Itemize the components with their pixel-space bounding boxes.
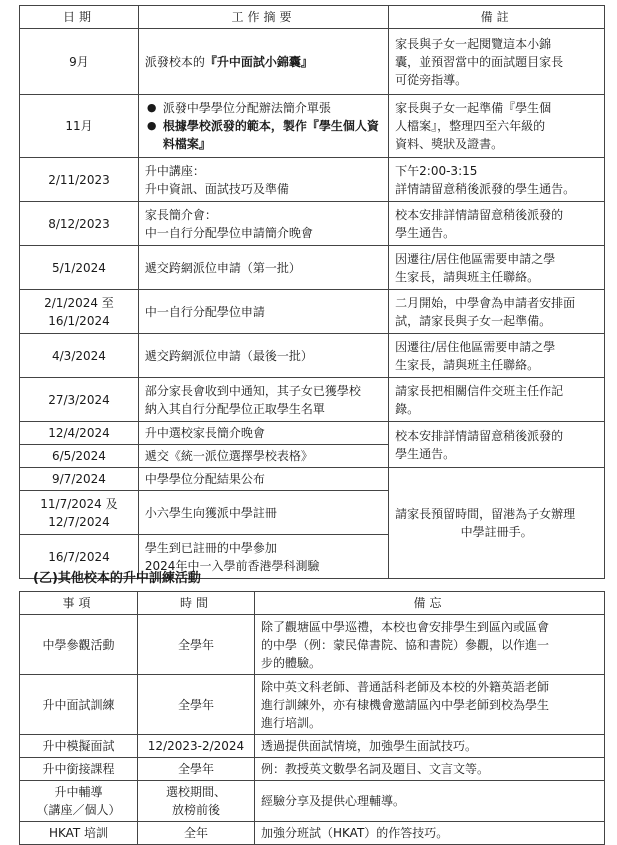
table-row	[20, 158, 605, 202]
summary-line: 納入其自行分配學位正取學生名單	[144, 401, 325, 416]
header-summary: 工作摘要	[138, 6, 388, 29]
table-row	[20, 675, 605, 735]
summary-cell	[138, 95, 388, 158]
header-memo: 備忘	[255, 592, 605, 615]
header-date: 日期	[20, 6, 139, 29]
table-row	[20, 246, 605, 290]
date-cell	[20, 468, 139, 491]
table-row	[20, 735, 605, 758]
date-text: 16/1/2024	[48, 313, 110, 328]
note-line: 學生通告。	[395, 446, 456, 461]
note-cell	[389, 246, 605, 290]
note-cell	[389, 334, 605, 378]
note-line: 校本安排詳情請留意稍後派發的	[395, 207, 564, 222]
date-cell	[20, 202, 139, 246]
summary-cell	[138, 422, 388, 445]
summary-cell	[138, 158, 388, 202]
summary-cell	[138, 334, 388, 378]
item-cell	[20, 735, 138, 758]
note-cell	[389, 468, 605, 579]
date-text: 6/5/2024	[52, 449, 106, 463]
date-text: 16/7/2024	[48, 549, 110, 564]
date-cell	[20, 290, 139, 334]
time-cell	[138, 781, 255, 822]
memo-line: 的中學（例：蒙民偉書院、協和書院）參觀，以作進一	[261, 637, 550, 652]
note-line: 校本安排詳情請留意稍後派發的	[395, 428, 564, 443]
item-text: 升中輔導	[54, 785, 103, 799]
table-row	[20, 29, 605, 95]
memo-line: 進行培訓。	[261, 715, 322, 730]
memo-line: 步的體驗。	[261, 655, 322, 670]
summary-line: 遞交《統一派位選擇學校表格》	[144, 449, 313, 463]
note-line: 家長與子女一起準備『學生個	[395, 101, 552, 115]
note-line: 生家長，請與班主任聯絡。	[395, 269, 540, 284]
summary-cell	[138, 29, 388, 95]
note-cell	[389, 422, 605, 468]
summary-line: 升中選校家長簡介晚會	[144, 426, 265, 440]
date-text: 12/4/2024	[48, 426, 110, 440]
summary-line: 升中講座：	[144, 163, 205, 178]
summary-text: 派發校本的	[144, 54, 205, 69]
item-text: HKAT 培訓	[48, 826, 109, 840]
note-line: 家長與子女一起閱覽這本小錦	[395, 36, 552, 51]
memo-line: 除中英文科老師、普通話科老師及本校的外籍英語老師	[261, 679, 550, 694]
date-text: 5/1/2024	[52, 260, 106, 275]
note-line: 因遷往/居住他區需要申請之學	[395, 251, 556, 266]
summary-line: 小六學生向獲派中學註冊	[144, 505, 277, 520]
note-line: 因遷往/居住他區需要申請之學	[395, 339, 556, 354]
item-cell	[20, 675, 138, 735]
date-text: 11/7/2024 及	[40, 496, 118, 511]
summary-line: 遞交跨網派位申請（第一批）	[144, 260, 301, 275]
header-item: 事項	[20, 592, 138, 615]
table-row	[20, 95, 605, 158]
table-row	[20, 334, 605, 378]
note-cell	[389, 95, 605, 158]
memo-cell	[255, 781, 605, 822]
header-note: 備註	[389, 6, 605, 29]
summary-cell	[138, 468, 388, 491]
summary-bullet	[145, 99, 382, 117]
date-text: 11月	[65, 119, 93, 133]
memo-cell	[255, 758, 605, 781]
training-header-row	[20, 592, 605, 615]
summary-cell	[138, 491, 388, 535]
schedule-table	[19, 5, 605, 579]
time-text: 全年	[183, 826, 208, 840]
item-text: 中學參觀活動	[42, 637, 115, 652]
date-cell	[20, 378, 139, 422]
summary-cell	[138, 290, 388, 334]
time-text: 全學年	[177, 637, 214, 652]
date-text: 9月	[69, 54, 89, 69]
summary-line: 中一自行分配學位申請	[144, 304, 265, 319]
time-text: 12/2023-2/2024	[147, 739, 245, 753]
note-line: 學生通告。	[395, 225, 456, 240]
schedule-header-row	[20, 6, 605, 29]
note-line: 二月開始，中學會為申請者安排面	[395, 295, 576, 310]
summary-line: 遞交跨網派位申請（最後一批）	[144, 348, 313, 363]
time-cell	[138, 615, 255, 675]
date-cell	[20, 95, 139, 158]
time-text: 全學年	[177, 762, 214, 776]
item-cell	[20, 615, 138, 675]
item-cell	[20, 758, 138, 781]
date-cell	[20, 334, 139, 378]
table-row	[20, 378, 605, 422]
note-line: 生家長，請與班主任聯絡。	[395, 357, 540, 372]
note-line: 試，請家長與子女一起準備。	[395, 313, 552, 328]
summary-cell	[138, 202, 388, 246]
summary-cell	[138, 246, 388, 290]
date-text: 12/7/2024	[48, 514, 110, 529]
summary-line: 部分家長會收到中通知，其子女已獲學校	[144, 383, 361, 398]
summary-cell	[138, 445, 388, 468]
summary-line: 學生到已註冊的中學參加	[144, 540, 277, 555]
date-text: 9/7/2024	[52, 472, 106, 486]
summary-line: 中一自行分配學位申請簡介晚會	[144, 225, 313, 240]
note-cell	[389, 378, 605, 422]
table-row	[20, 422, 605, 445]
note-line: 請家長把相關信件交班主任作記	[395, 383, 564, 398]
item-text: （講座／個人）	[36, 803, 121, 817]
note-line: 囊，並預習當中的面試題目家長	[395, 54, 564, 69]
memo-cell	[255, 822, 605, 845]
date-cell	[20, 246, 139, 290]
date-text: 8/12/2023	[48, 216, 110, 231]
date-cell	[20, 491, 139, 535]
table-row	[20, 468, 605, 491]
date-text: 2/1/2024 至	[44, 295, 114, 310]
memo-cell	[255, 615, 605, 675]
date-cell	[20, 158, 139, 202]
memo-cell	[255, 675, 605, 735]
memo-line: 例：教授英文數學名詞及題目、文言文等。	[261, 762, 490, 776]
note-line: 中學註冊手。	[460, 525, 533, 539]
memo-line: 經驗分享及提供心理輔導。	[261, 794, 406, 808]
table-row	[20, 781, 605, 822]
note-line: 請家長預留時間，留港為子女辦理	[395, 507, 576, 521]
summary-cell	[138, 378, 388, 422]
table-row	[20, 290, 605, 334]
date-text: 2/11/2023	[48, 172, 110, 187]
time-cell	[138, 675, 255, 735]
memo-cell	[255, 735, 605, 758]
date-cell	[20, 422, 139, 445]
item-text: 升中模擬面試	[42, 739, 115, 753]
summary-bold-text: 『升中面試小錦囊』	[204, 54, 313, 69]
note-line: 可從旁指導。	[395, 72, 468, 87]
table-row	[20, 822, 605, 845]
note-cell	[389, 29, 605, 95]
date-cell	[20, 445, 139, 468]
summary-line: 2024年中一入學前香港學科測驗	[144, 558, 320, 573]
summary-line: 升中資訊、面試技巧及準備	[144, 181, 289, 196]
note-line: 錄。	[395, 401, 420, 416]
section-heading: (乙)其他校本的升中訓練活動	[33, 571, 201, 586]
summary-bullet	[145, 117, 382, 153]
time-text: 全學年	[177, 697, 214, 712]
note-line: 人檔案』，整理四至六年級的	[395, 119, 546, 133]
memo-line: 進行訓練外，亦有棣機會邀請區內中學老師到校為學生	[261, 697, 550, 712]
summary-bullet-list	[145, 99, 382, 153]
date-text: 27/3/2024	[48, 392, 110, 407]
item-cell	[20, 781, 138, 822]
item-cell	[20, 822, 138, 845]
header-time: 時間	[138, 592, 255, 615]
memo-line: 除了觀塘區中學巡禮，本校也會安排學生到區內或區會	[261, 619, 550, 634]
note-line: 下午2:00-3:15	[395, 163, 478, 178]
time-cell	[138, 735, 255, 758]
time-text: 選校期間、	[165, 785, 226, 799]
table-row	[20, 758, 605, 781]
bullet-text: 根據學校派發的範本，製作『學生個人資料檔案』	[162, 119, 379, 151]
item-text: 升中面試訓練	[42, 697, 115, 712]
note-line: 詳情請留意稍後派發的學生通告。	[395, 181, 576, 196]
memo-line: 透過提供面試情境，加強學生面試技巧。	[261, 739, 478, 753]
note-cell	[389, 158, 605, 202]
table-row	[20, 615, 605, 675]
note-cell	[389, 202, 605, 246]
training-activities-table	[19, 591, 605, 845]
bullet-text: 派發中學學位分配辦法簡介單張	[162, 101, 331, 115]
table-row	[20, 202, 605, 246]
time-text: 放榜前後	[171, 803, 220, 817]
time-cell	[138, 822, 255, 845]
date-cell	[20, 29, 139, 95]
item-text: 升中銜接課程	[42, 762, 115, 776]
summary-line: 家長簡介會：	[144, 207, 217, 222]
date-text: 4/3/2024	[52, 348, 106, 363]
note-cell	[389, 290, 605, 334]
note-line: 資料、獎狀及證書。	[395, 137, 504, 151]
summary-line: 中學學位分配結果公布	[144, 472, 265, 486]
memo-line: 加強分班試（HKAT）的作答技巧。	[261, 826, 449, 840]
time-cell	[138, 758, 255, 781]
